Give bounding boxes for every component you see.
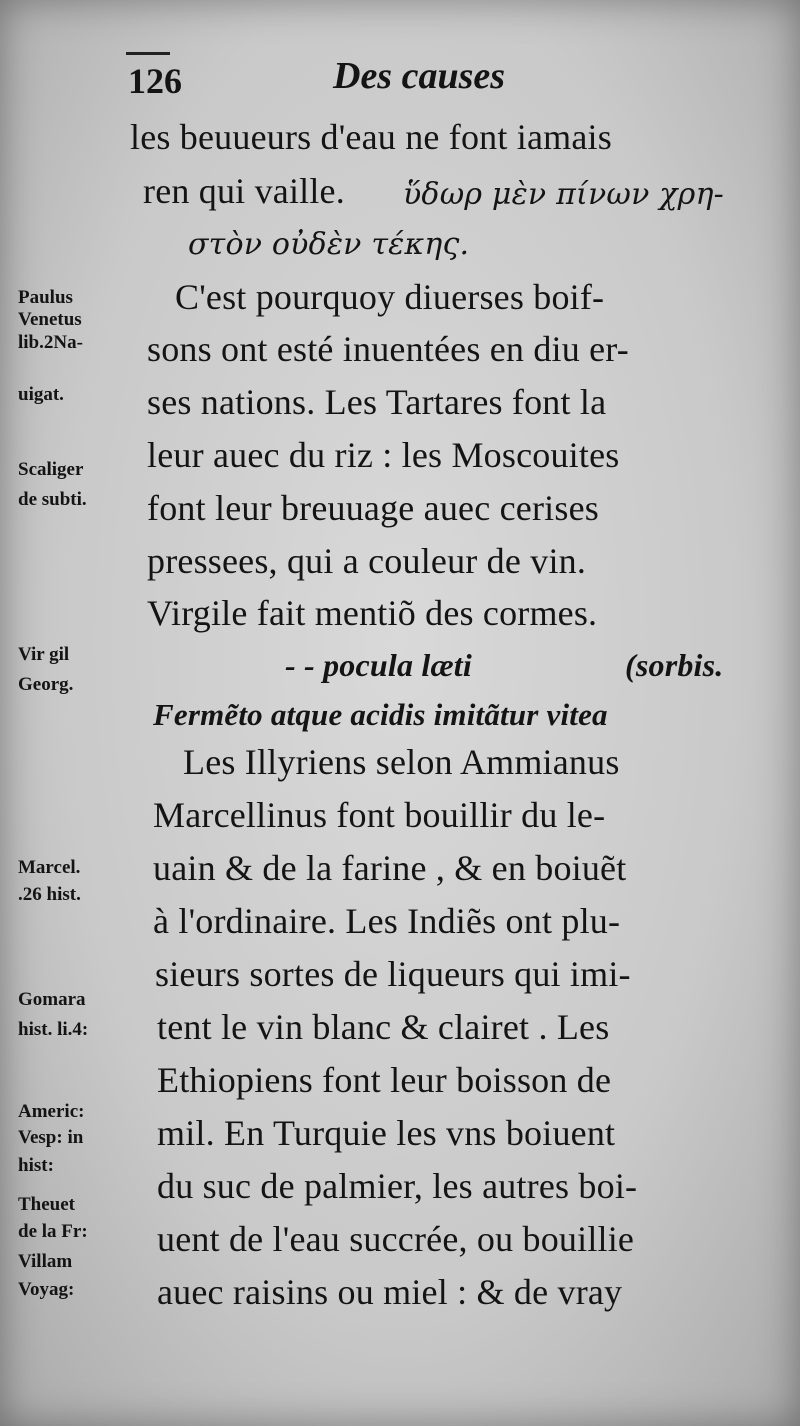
text-line: font leur breuuage auec cerises	[147, 488, 599, 528]
margin-note: Americ:	[18, 1101, 85, 1122]
margin-note: Paulus	[18, 287, 73, 308]
margin-note: hist:	[18, 1155, 54, 1176]
margin-note: uigat.	[18, 384, 64, 405]
page-number: 126	[128, 61, 182, 101]
text-line: pressees, qui a couleur de vin.	[147, 541, 587, 581]
text-line: auec raisins ou miel : & de vray	[157, 1272, 623, 1312]
latin-quote: - - pocula læti	[285, 647, 472, 683]
margin-note: de subti.	[18, 489, 87, 510]
rule-mark	[126, 52, 170, 55]
margin-note: Gomara	[18, 989, 86, 1010]
margin-note: Georg.	[18, 674, 74, 695]
text-line: ren qui vaille.	[143, 171, 345, 211]
text-line: les beuueurs d'eau ne font iamais	[130, 117, 612, 157]
running-head: Des causes	[333, 55, 506, 97]
text-line: uain & de la farine , & en boiuẽt	[153, 848, 627, 888]
greek-quote: στὸν οὐδὲν τέκης.	[188, 227, 470, 262]
margin-note: de la Fr:	[18, 1221, 88, 1242]
margin-note: .26 hist.	[18, 884, 81, 905]
text-line: à l'ordinaire. Les Indiẽs ont plu-	[153, 901, 621, 941]
text-line: Virgile fait mentiõ des cormes.	[147, 593, 598, 633]
margin-note: Vesp: in	[18, 1127, 84, 1148]
margin-note: hist. li.4:	[18, 1019, 89, 1040]
text-line: Les Illyriens selon Ammianus	[183, 742, 620, 782]
margin-note: Voyag:	[18, 1279, 75, 1300]
greek-quote: ὕδωρ μὲν πίνων χρη-	[403, 177, 724, 212]
text-line: Marcellinus font bouillir du le-	[153, 795, 606, 835]
text-line: tent le vin blanc & clairet . Les	[157, 1007, 610, 1047]
margin-note: lib.2Na-	[18, 332, 83, 353]
text-line: sons ont esté inuentées en diu er-	[147, 329, 629, 369]
text-line: du suc de palmier, les autres boi-	[157, 1166, 638, 1206]
text-line: leur auec du riz : les Moscouites	[147, 435, 620, 475]
text-line: Ethiopiens font leur boisson de	[157, 1060, 612, 1100]
margin-note: Vir gil	[18, 644, 70, 665]
margin-note: Venetus	[18, 309, 82, 330]
text-line: sieurs sortes de liqueurs qui imi-	[155, 954, 631, 994]
text-line: mil. En Turquie les vns boiuent	[157, 1113, 616, 1153]
margin-note: Marcel.	[18, 857, 81, 878]
margin-note: Theuet	[18, 1194, 75, 1215]
margin-note: Villam	[18, 1251, 73, 1272]
text-line: ses nations. Les Tartares font la	[147, 382, 607, 422]
text-line: C'est pourquoy diuerses boif-	[175, 277, 605, 317]
margin-note: Scaliger	[18, 459, 84, 480]
latin-quote-end: (sorbis.	[625, 647, 724, 683]
latin-quote: Fermẽto atque acidis imitãtur vitea	[153, 697, 608, 732]
text-line: uent de l'eau succrée, ou bouillie	[157, 1219, 635, 1259]
